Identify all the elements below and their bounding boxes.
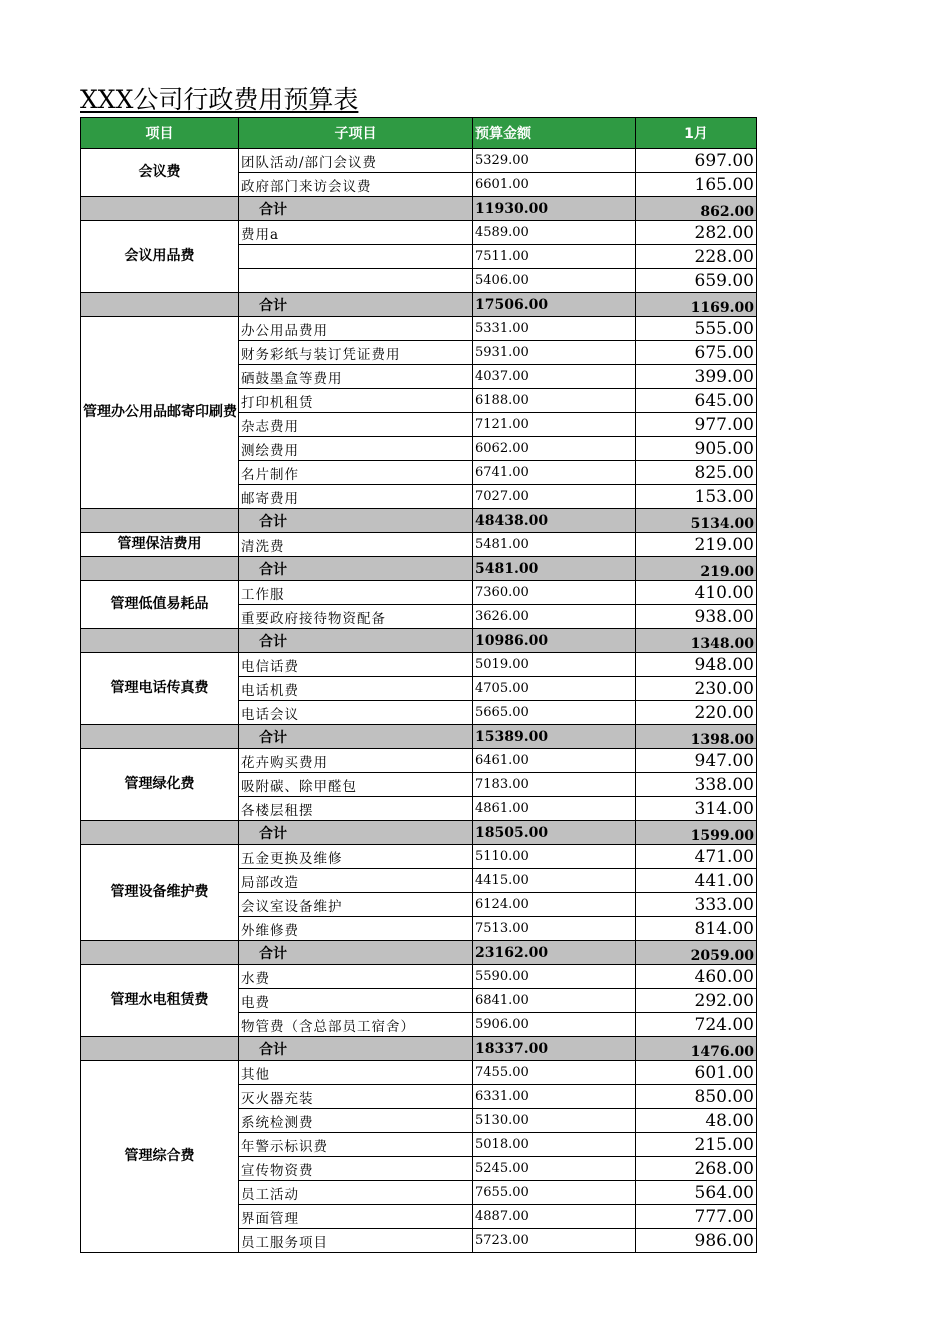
category-cell[interactable]: 管理综合费: [81, 1061, 239, 1253]
month-cell[interactable]: 165.00: [636, 173, 757, 197]
budget-cell[interactable]: 4887.00: [473, 1205, 636, 1229]
subitem-cell[interactable]: 年警示标识费: [239, 1133, 473, 1157]
subtotal-blank-cell[interactable]: [81, 821, 239, 845]
category-cell[interactable]: 会议费: [81, 149, 239, 197]
subtotal-blank-cell[interactable]: [81, 1037, 239, 1061]
subitem-cell[interactable]: [239, 269, 473, 293]
category-cell[interactable]: 会议用品费: [81, 221, 239, 293]
sheet-title: XXX公司行政费用预算表: [80, 85, 359, 114]
budget-cell[interactable]: 6331.00: [473, 1085, 636, 1109]
budget-cell[interactable]: 5110.00: [473, 845, 636, 869]
budget-cell[interactable]: 6188.00: [473, 389, 636, 413]
month-cell[interactable]: 724.00: [636, 1013, 757, 1037]
month-cell[interactable]: 986.00: [636, 1229, 757, 1253]
subitem-cell[interactable]: 员工服务项目: [239, 1229, 473, 1253]
subtotal-label[interactable]: 合计: [239, 821, 473, 845]
subitem-cell[interactable]: 硒鼓墨盒等费用: [239, 365, 473, 389]
subtotal-month-cell[interactable]: 5134.00: [636, 509, 757, 533]
table-row: [81, 317, 757, 341]
subitem-cell[interactable]: 电话会议: [239, 701, 473, 725]
subitem-cell[interactable]: 员工活动: [239, 1181, 473, 1205]
month-cell[interactable]: 215.00: [636, 1133, 757, 1157]
budget-cell[interactable]: 5018.00: [473, 1133, 636, 1157]
month-cell[interactable]: 564.00: [636, 1181, 757, 1205]
subtotal-month-cell[interactable]: 1348.00: [636, 629, 757, 653]
budget-cell[interactable]: 6124.00: [473, 893, 636, 917]
month-cell[interactable]: 314.00: [636, 797, 757, 821]
budget-cell[interactable]: 7513.00: [473, 917, 636, 941]
subtotal-label[interactable]: 合计: [239, 1037, 473, 1061]
subitem-cell[interactable]: 办公用品费用: [239, 317, 473, 341]
table-row: [81, 845, 757, 869]
month-cell[interactable]: 659.00: [636, 269, 757, 293]
subitem-cell[interactable]: 财务彩纸与装订凭证费用: [239, 341, 473, 365]
subitem-cell[interactable]: 宣传物资费: [239, 1157, 473, 1181]
month-cell[interactable]: 977.00: [636, 413, 757, 437]
month-cell[interactable]: 282.00: [636, 221, 757, 245]
budget-cell[interactable]: 3626.00: [473, 605, 636, 629]
budget-cell[interactable]: 7455.00: [473, 1061, 636, 1085]
subtotal-label[interactable]: 合计: [239, 941, 473, 965]
subtotal-blank-cell[interactable]: [81, 629, 239, 653]
subtotal-blank-cell[interactable]: [81, 941, 239, 965]
budget-cell[interactable]: 4589.00: [473, 221, 636, 245]
budget-cell[interactable]: 5931.00: [473, 341, 636, 365]
budget-cell[interactable]: 5665.00: [473, 701, 636, 725]
table-row: [81, 749, 757, 773]
month-cell[interactable]: 905.00: [636, 437, 757, 461]
subtotal-month-cell[interactable]: 1599.00: [636, 821, 757, 845]
subtotal-blank-cell[interactable]: [81, 293, 239, 317]
month-cell[interactable]: 601.00: [636, 1061, 757, 1085]
subtotal-month-cell[interactable]: 2059.00: [636, 941, 757, 965]
table-row: [81, 1061, 757, 1085]
month-cell[interactable]: 850.00: [636, 1085, 757, 1109]
month-cell[interactable]: 399.00: [636, 365, 757, 389]
month-cell[interactable]: 555.00: [636, 317, 757, 341]
subitem-cell[interactable]: 重要政府接待物资配备: [239, 605, 473, 629]
subitem-cell[interactable]: 系统检测费: [239, 1109, 473, 1133]
month-cell[interactable]: 268.00: [636, 1157, 757, 1181]
subtotal-blank-cell[interactable]: [81, 509, 239, 533]
budget-cell[interactable]: 6741.00: [473, 461, 636, 485]
month-cell[interactable]: 460.00: [636, 965, 757, 989]
subtotal-row: [81, 629, 757, 653]
budget-cell[interactable]: 5723.00: [473, 1229, 636, 1253]
subitem-cell[interactable]: 费用a: [239, 221, 473, 245]
month-cell[interactable]: 938.00: [636, 605, 757, 629]
subtotal-budget-cell[interactable]: 11930.00: [473, 197, 636, 221]
category-cell[interactable]: 管理绿化费: [81, 749, 239, 821]
category-cell[interactable]: 管理水电租赁费: [81, 965, 239, 1037]
month-cell[interactable]: 230.00: [636, 677, 757, 701]
subitem-cell[interactable]: 打印机租赁: [239, 389, 473, 413]
subtotal-budget-cell[interactable]: 10986.00: [473, 629, 636, 653]
header-item[interactable]: 项目: [81, 118, 239, 149]
budget-cell[interactable]: 7655.00: [473, 1181, 636, 1205]
budget-cell[interactable]: 4705.00: [473, 677, 636, 701]
budget-cell[interactable]: 5590.00: [473, 965, 636, 989]
subtotal-month-cell[interactable]: 1398.00: [636, 725, 757, 749]
budget-cell[interactable]: 5130.00: [473, 1109, 636, 1133]
subtotal-label[interactable]: 合计: [239, 197, 473, 221]
budget-cell[interactable]: 6841.00: [473, 989, 636, 1013]
subtotal-label[interactable]: 合计: [239, 725, 473, 749]
subtotal-row: [81, 197, 757, 221]
subtotal-month-cell[interactable]: 1169.00: [636, 293, 757, 317]
subitem-cell[interactable]: 各楼层租摆: [239, 797, 473, 821]
subitem-cell[interactable]: 邮寄费用: [239, 485, 473, 509]
budget-cell[interactable]: 5329.00: [473, 149, 636, 173]
subtotal-month-cell[interactable]: 862.00: [636, 197, 757, 221]
header-row: [81, 118, 757, 149]
budget-cell[interactable]: 4037.00: [473, 365, 636, 389]
budget-cell[interactable]: 5245.00: [473, 1157, 636, 1181]
subtotal-label[interactable]: 合计: [239, 293, 473, 317]
subitem-cell[interactable]: 其他: [239, 1061, 473, 1085]
category-cell[interactable]: 管理电话传真费: [81, 653, 239, 725]
subitem-cell[interactable]: 吸附碳、除甲醛包: [239, 773, 473, 797]
month-cell[interactable]: 471.00: [636, 845, 757, 869]
table-row: [81, 533, 757, 557]
subitem-cell[interactable]: 测绘费用: [239, 437, 473, 461]
budget-cell[interactable]: 5019.00: [473, 653, 636, 677]
subtotal-blank-cell[interactable]: [81, 725, 239, 749]
month-cell[interactable]: 825.00: [636, 461, 757, 485]
category-cell[interactable]: 管理设备维护费: [81, 845, 239, 941]
month-cell[interactable]: 410.00: [636, 581, 757, 605]
month-cell[interactable]: 338.00: [636, 773, 757, 797]
subtotal-label[interactable]: 合计: [239, 557, 473, 581]
subtotal-budget-cell[interactable]: 5481.00: [473, 557, 636, 581]
subtotal-row: [81, 557, 757, 581]
subtotal-blank-cell[interactable]: [81, 557, 239, 581]
budget-cell[interactable]: 5906.00: [473, 1013, 636, 1037]
month-cell[interactable]: 645.00: [636, 389, 757, 413]
table-row: [81, 221, 757, 245]
budget-table: [80, 117, 757, 1253]
header-month[interactable]: 1月: [636, 118, 757, 149]
month-cell[interactable]: 441.00: [636, 869, 757, 893]
subitem-cell[interactable]: 界面管理: [239, 1205, 473, 1229]
month-cell[interactable]: 153.00: [636, 485, 757, 509]
subtotal-month-cell[interactable]: 219.00: [636, 557, 757, 581]
budget-cell[interactable]: 7121.00: [473, 413, 636, 437]
table-row: [81, 581, 757, 605]
budget-cell[interactable]: 7511.00: [473, 245, 636, 269]
month-cell[interactable]: 947.00: [636, 749, 757, 773]
subitem-cell[interactable]: 外维修费: [239, 917, 473, 941]
subtotal-label[interactable]: 合计: [239, 509, 473, 533]
budget-cell[interactable]: 7183.00: [473, 773, 636, 797]
subtotal-row: [81, 725, 757, 749]
subtotal-budget-cell[interactable]: 17506.00: [473, 293, 636, 317]
subitem-cell[interactable]: 清洗费: [239, 533, 473, 557]
table-row: [81, 149, 757, 173]
subitem-cell[interactable]: 灭火器充装: [239, 1085, 473, 1109]
table-row: [81, 965, 757, 989]
budget-cell[interactable]: 6601.00: [473, 173, 636, 197]
subtotal-label[interactable]: 合计: [239, 629, 473, 653]
subitem-cell[interactable]: 政府部门来访会议费: [239, 173, 473, 197]
subtotal-budget-cell[interactable]: 18505.00: [473, 821, 636, 845]
subitem-cell[interactable]: 名片制作: [239, 461, 473, 485]
subtotal-month-cell[interactable]: 1476.00: [636, 1037, 757, 1061]
month-cell[interactable]: 219.00: [636, 533, 757, 557]
category-cell[interactable]: 管理保洁费用: [81, 533, 239, 557]
month-cell[interactable]: 948.00: [636, 653, 757, 677]
subtotal-budget-cell[interactable]: 15389.00: [473, 725, 636, 749]
subtotal-budget-cell[interactable]: 18337.00: [473, 1037, 636, 1061]
header-subitem[interactable]: 子项目: [239, 118, 473, 149]
subtotal-budget-cell[interactable]: 23162.00: [473, 941, 636, 965]
budget-cell[interactable]: 5331.00: [473, 317, 636, 341]
budget-cell[interactable]: 5406.00: [473, 269, 636, 293]
subtotal-blank-cell[interactable]: [81, 197, 239, 221]
budget-cell[interactable]: 4861.00: [473, 797, 636, 821]
budget-cell[interactable]: 5481.00: [473, 533, 636, 557]
budget-cell[interactable]: 7027.00: [473, 485, 636, 509]
category-cell[interactable]: 管理办公用品邮寄印刷费: [81, 317, 239, 509]
month-cell[interactable]: 48.00: [636, 1109, 757, 1133]
subitem-cell[interactable]: 电话机费: [239, 677, 473, 701]
subitem-cell[interactable]: 物管费（含总部员工宿舍）: [239, 1013, 473, 1037]
subtotal-row: [81, 1037, 757, 1061]
subitem-cell[interactable]: 会议室设备维护: [239, 893, 473, 917]
subtotal-row: [81, 293, 757, 317]
budget-cell[interactable]: 4415.00: [473, 869, 636, 893]
month-cell[interactable]: 675.00: [636, 341, 757, 365]
table-row: [81, 653, 757, 677]
header-budget[interactable]: 预算金额: [473, 118, 636, 149]
subtotal-row: [81, 509, 757, 533]
month-cell[interactable]: 697.00: [636, 149, 757, 173]
subitem-cell[interactable]: 花卉购买费用: [239, 749, 473, 773]
subitem-cell[interactable]: 水费: [239, 965, 473, 989]
month-cell[interactable]: 333.00: [636, 893, 757, 917]
subitem-cell[interactable]: 杂志费用: [239, 413, 473, 437]
budget-cell[interactable]: 6461.00: [473, 749, 636, 773]
subitem-cell[interactable]: 电信话费: [239, 653, 473, 677]
subitem-cell[interactable]: 工作服: [239, 581, 473, 605]
subtotal-row: [81, 941, 757, 965]
subitem-cell[interactable]: 团队活动/部门会议费: [239, 149, 473, 173]
month-cell[interactable]: 292.00: [636, 989, 757, 1013]
month-cell[interactable]: 777.00: [636, 1205, 757, 1229]
subtotal-row: [81, 821, 757, 845]
subtotal-budget-cell[interactable]: 48438.00: [473, 509, 636, 533]
category-cell[interactable]: 管理低值易耗品: [81, 581, 239, 629]
subitem-cell[interactable]: 局部改造: [239, 869, 473, 893]
month-cell[interactable]: 220.00: [636, 701, 757, 725]
budget-cell[interactable]: 6062.00: [473, 437, 636, 461]
subitem-cell[interactable]: [239, 245, 473, 269]
month-cell[interactable]: 228.00: [636, 245, 757, 269]
month-cell[interactable]: 814.00: [636, 917, 757, 941]
subitem-cell[interactable]: 电费: [239, 989, 473, 1013]
budget-cell[interactable]: 7360.00: [473, 581, 636, 605]
subitem-cell[interactable]: 五金更换及维修: [239, 845, 473, 869]
